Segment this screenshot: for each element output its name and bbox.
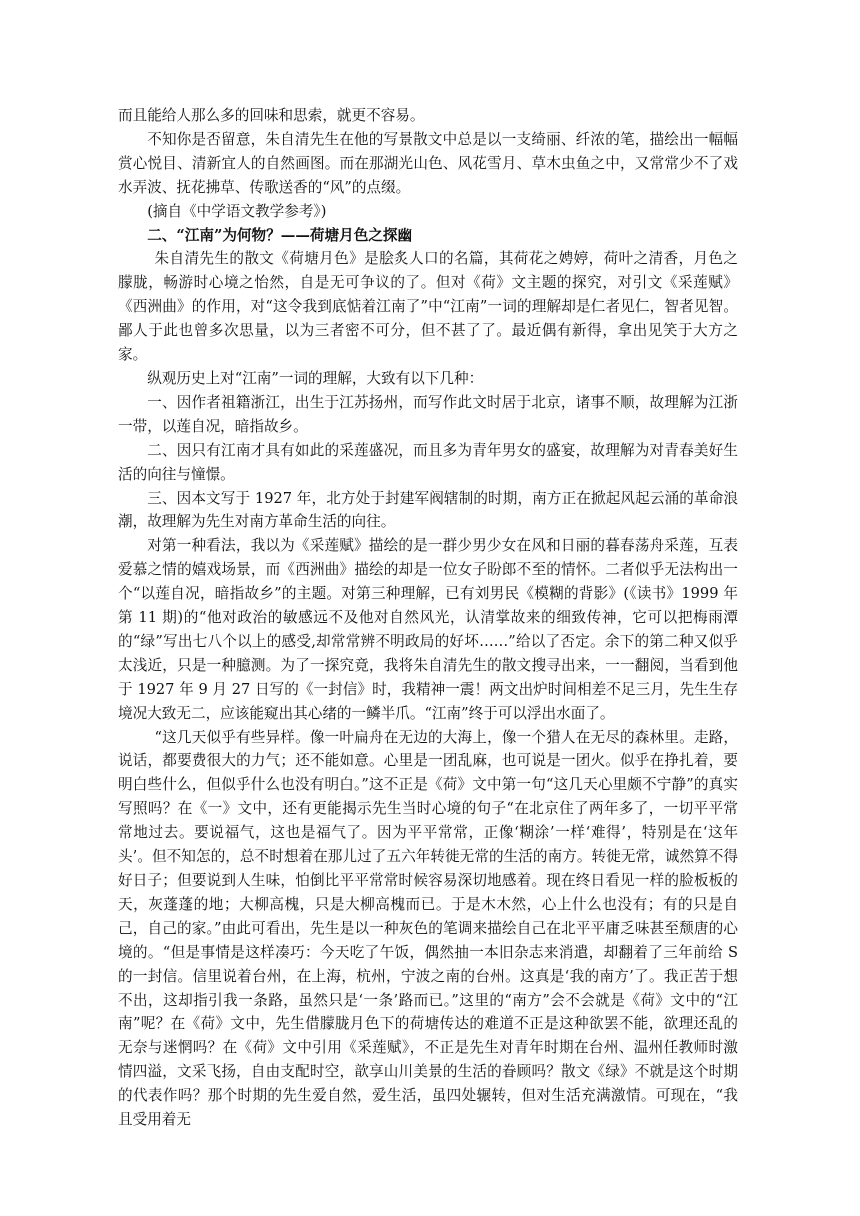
paragraph-view-one: 一、因作者祖籍浙江，出生于江苏扬州，而写作此文时居于北京，诸事不顺，故理解为江浙一带，以莲自况，暗指故乡。 — [118, 393, 738, 435]
paragraph-analysis: 对第一种看法，我以为《采莲赋》描绘的是一群少男少女在风和日丽的暮春荡舟采莲，互表爱慕之情的嬉戏场景，而《西洲曲》描绘的却是一位女子盼郎不至的情怀。二者似乎无法构出一个“以莲自况，暗指故乡”的主题。对第三种理解，已有刘男民《模糊的背影》(《读书》1999 年第 11 期)的“他对政治的敏感远不及他对自然风光，认清掌故来的细致传神，它可以把梅雨潭的“绿”写出七八个以上的感受,却常常辨不明政局的好坏……”给以了否定。余下的第二种又似乎太浅近，只是一种臆测。为了一探究竟，我将朱自清先生的散文搜寻出来，一一翻阅，当看到他于 1927 年 9 月 27 日写的《一封信》时，我精神一震！两文出炉时间相差不足三月，先生生存境况大致无二，应该能窥出其心绪的一鳞半爪。“江南”终于可以浮出水面了。 — [118, 537, 738, 722]
paragraph-hetang-intro: 朱自清先生的散文《荷塘月色》是脍炙人口的名篇，其荷花之娉婷，荷叶之清香，月色之朦胧，畅游时心境之怡然，自是无可争议的了。但对《荷》文主题的探究，对引文《采莲赋》《西洲曲》的作用，对“这令我到底惦着江南了”中“江南”一词的理解却是仁者见仁，智者见智。鄙人于此也曾多次思量，以为三者密不可分，但不甚了了。最近偶有新得，拿出见笑于大方之家。 — [118, 250, 738, 364]
paragraph-intro-end: 而且能给人那么多的回味和思索，就更不容易。 — [118, 107, 425, 124]
document-page — [118, 104, 738, 1132]
source-citation: (摘自《中学语文教学参考》) — [147, 202, 327, 220]
paragraph-wind: 不知你是否留意，朱自清先生在他的写景散文中总是以一支绮丽、纤浓的笔，描绘出一幅幅赏心悦目、清新宜人的自然画图。而在那湖光山色、风花雪月、草木虫鱼之中，又常常少不了戏水弄波、抚花拂草、传歌送香的“风”的点缀。 — [118, 130, 738, 196]
paragraph-view-three: 三、因本文写于 1927 年，北方处于封建军阀辖制的时期，南方正在掀起风起云涌的革命浪潮，故理解为先生对南方革命生活的向往。 — [118, 489, 738, 531]
paragraph-overview: 纵观历史上对“江南”一词的理解，大致有以下几种： — [147, 369, 484, 387]
paragraph-view-two: 二、因只有江南才具有如此的采莲盛况，而且多为青年男女的盛宴，故理解为对青春美好生活的向往与憧憬。 — [118, 441, 738, 483]
section-heading: 二、“江南”为何物？——荷塘月色之探幽 — [147, 226, 413, 244]
paragraph-quote-letter: “这几天似乎有些异样。像一叶扁舟在无边的大海上，像一个猎人在无尽的森林里。走路，说话，都要费很大的力气；还不能如意。心里是一团乱麻，也可说是一团火。似乎在挣扎着，要明白些什么，但似乎什么也没有明白。”这不正是《荷》文中第一句“这几天心里颇不宁静”的真实写照吗？在《一》文中，还有更能揭示先生当时心境的句子“在北京住了两年多了，一切平平常常地过去。要说福气，这也是福气了。因为平平常常，正像‘糊涂’一样‘难得’，特别是在‘这年头’。但不知怎的，总不时想着在那儿过了五六年转徙无常的生活的南方。转徙无常，诚然算不得好日子；但要说到人生味，怕倒比平平常常时候容易深切地感着。现在终日看见一样的脸板板的天，灰蓬蓬的地；大柳高槐，只是大柳高槐而已。于是木木然，心上什么也没有；有的只是自己，自己的家。”由此可看出，先生是以一种灰色的笔调来描绘自己在北平平庸乏味甚至颓唐的心境的。“但是事情是这样凑巧：今天吃了午饭，偶然抽一本旧杂志来消遣，却翻着了三年前给 S 的一封信。信里说着台州，在上海，杭州，宁波之南的台州。这真是‘我的南方’了。我正苦于想不出，这却指引我一条路，虽然只是‘一条’路而已。”这里的“南方”会不会就是《荷》文中的“江南”呢？在《荷》文中，先生借朦胧月色下的荷塘传达的难道不正是这种欲罢不能，欲理还乱的无奈与迷惘吗？在《荷》文中引用《采莲赋》，不正是先生对青年时期在台州、温州任教师时激情四溢，文采飞扬，自由支配时空，歆享山川美景的生活的眷顾吗？散文《绿》不就是这个时期的代表作吗？那个时期的先生爱自然，爱生活，虽四处辗转，但对生活充满激情。可现在，“我且受用着无 — [118, 728, 738, 1129]
